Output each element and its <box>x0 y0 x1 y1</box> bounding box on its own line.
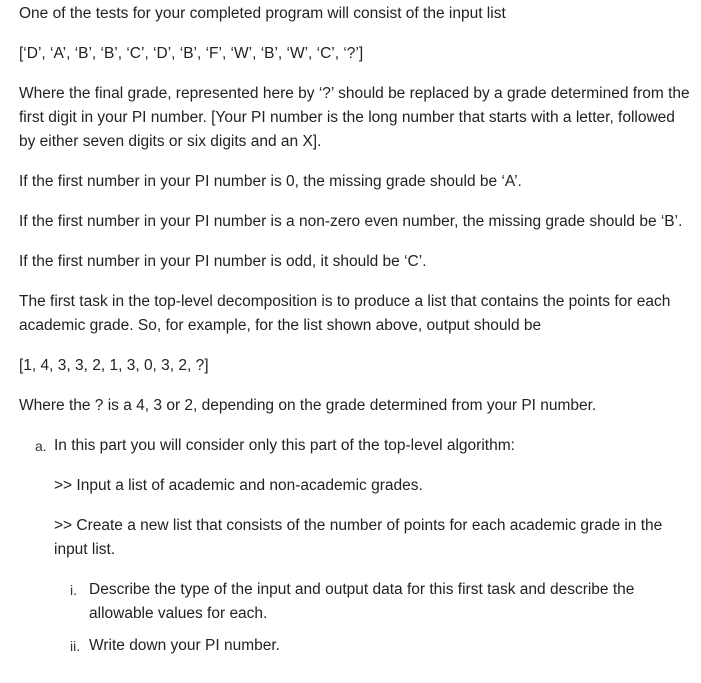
sub-item-i-marker: i. <box>70 582 77 598</box>
part-a-intro: In this part you will consider only this part of the top-level algorithm: <box>54 437 515 454</box>
final-grade-paragraph: Where the final grade, represented here by ‘?’ should be replaced by a grade determined from the first digit in your PI number. [Your PI number is the long number that starts with a letter, followed by either seven digits or six digits and an X]. <box>19 85 690 150</box>
sub-item-i-text: Describe the type of the input and output data for this first task and describe the allowable values for each. <box>89 581 635 622</box>
part-a-list <box>35 434 691 658</box>
algorithm-step-create: >> Create a new list that consists of the number of points for each academic grade in the input list. <box>54 517 663 558</box>
algorithm-step-input: >> Input a list of academic and non-academic grades. <box>54 477 423 494</box>
rule-odd-paragraph: If the first number in your PI number is odd, it should be ‘C’. <box>19 253 427 270</box>
sub-item-ii-marker: ii. <box>70 638 81 654</box>
intro-paragraph: One of the tests for your completed program will consist of the input list <box>19 5 506 22</box>
part-a-body <box>54 434 691 658</box>
document-body <box>19 2 691 666</box>
part-a-marker: a. <box>35 438 47 454</box>
rule-even-paragraph: If the first number in your PI number is a non-zero even number, the missing grade should be ‘B’. <box>19 213 683 230</box>
placeholder-note-paragraph: Where the ? is a 4, 3 or 2, depending on the grade determined from your PI number. <box>19 397 597 414</box>
sub-item-ii-text: Write down your PI number. <box>89 637 280 654</box>
input-list-example: [‘D’, ‘A’, ‘B’, ‘B’, ‘C’, ‘D’, ‘B’, ‘F’, ‘W’, ‘B’, ‘W’, ‘C’, ‘?’] <box>19 45 364 62</box>
sub-item-ii <box>70 634 691 658</box>
part-a-sublist <box>54 578 691 658</box>
rule-zero-paragraph: If the first number in your PI number is 0, the missing grade should be ‘A’. <box>19 173 522 190</box>
sub-item-i <box>70 578 691 626</box>
first-task-paragraph: The first task in the top-level decomposition is to produce a list that contains the points for each academic grade. So, for example, for the list shown above, output should be <box>19 293 671 334</box>
output-list-example: [1, 4, 3, 3, 2, 1, 3, 0, 3, 2, ?] <box>19 357 209 374</box>
